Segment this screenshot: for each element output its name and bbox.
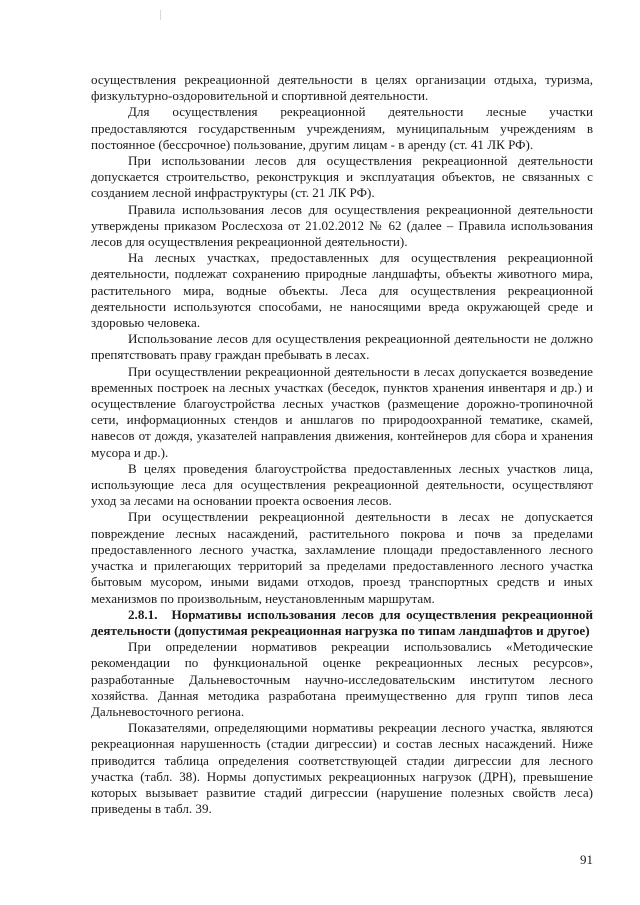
paragraph: При определении нормативов рекреации использовались «Методические рекомендации по функциональной оценке рекреационных лесных ресурсов», разработанные Дальневосточным научно-исследовательским институтом лесного хозяйства. Данная методика разработана преимущественно для групп типов леса Дальневосточного региона. (91, 639, 593, 719)
section-title: Нормативы использования лесов для осуществления рекреационной деятельности (допустимая рекреационная нагрузка по типам ландшафтов и другое) (91, 606, 593, 638)
paragraph: Использование лесов для осуществления рекреационной деятельности не должно препятствовать праву граждан пребывать в лесах. (91, 331, 593, 363)
paragraph: Для осуществления рекреационной деятельности лесные участки предоставляются государственным учреждениям, муниципальным учреждениям в постоянное (бессрочное) пользование, другим лицам - в аренду (ст. 41 ЛК РФ). (91, 104, 593, 152)
paragraph: При использовании лесов для осуществления рекреационной деятельности допускается строительство, реконструкция и эксплуатация объектов, не связанных с созданием лесной инфраструктуры (ст. 21 ЛК РФ). (91, 153, 593, 201)
paragraph: При осуществлении рекреационной деятельности в лесах допускается возведение временных построек на лесных участках (беседок, пунктов хранения инвентаря и др.) и осуществление благоустройства лесных участков (размещение дорожно-тропиночной сети, информационных стендов и аншлагов по природоохранной тематике, скамей, навесов от дождя, указателей направления движения, контейнеров для сбора и хранения мусора и др.). (91, 363, 593, 460)
section-number: 2.8.1. (128, 606, 158, 622)
scan-artifact (160, 10, 161, 20)
page-body (91, 72, 593, 817)
paragraph: В целях проведения благоустройства предоставленных лесных участков лица, использующие леса для осуществления рекреационной деятельности, осуществляют уход за лесами на основании проекта освоения лесов. (91, 460, 593, 509)
paragraph: На лесных участках, предоставленных для осуществления рекреационной деятельности, подлежат сохранению природные ландшафты, объекты животного мира, растительного мира, водные объекты. Леса для осуществления рекреационной деятельности используются способами, не наносящими вреда окружающей среде и здоровью человека. (91, 250, 593, 331)
paragraph: При осуществлении рекреационной деятельности в лесах не допускается повреждение лесных насаждений, растительного покрова и почв за пределами предоставленного лесного участка, захламление площади предоставленного лесного участка и прилегающих территорий за пределами предоставленного лесного участка бытовым мусором, иными видами отходов, проезд транспортных средств и иных механизмов по произвольным, неустановленным маршрутам. (91, 509, 593, 606)
section-heading (91, 607, 593, 639)
paragraph-continuation: осуществления рекреационной деятельности в целях организации отдыха, туризма, физкультурно-оздоровительной и спортивной деятельности. (91, 72, 593, 104)
paragraph: Правила использования лесов для осуществления рекреационной деятельности утверждены приказом Рослесхоза от 21.02.2012 № 62 (далее – Правила использования лесов для осуществления рекреационной деятельности). (91, 201, 593, 250)
page-number: 91 (580, 852, 593, 867)
paragraph: Показателями, определяющими нормативы рекреации лесного участка, являются рекреационная нарушенность (стадии дигрессии) и состав лесных насаждений. Ниже приводится таблица определения соответствующей стадии дигрессии для лесного участка (табл. 38). Нормы допустимых рекреационных нагрузок (ДРН), превышение которых вызывает развитие стадий дигрессии (нарушение полезных свойств леса) приведены в табл. 39. (91, 720, 593, 817)
